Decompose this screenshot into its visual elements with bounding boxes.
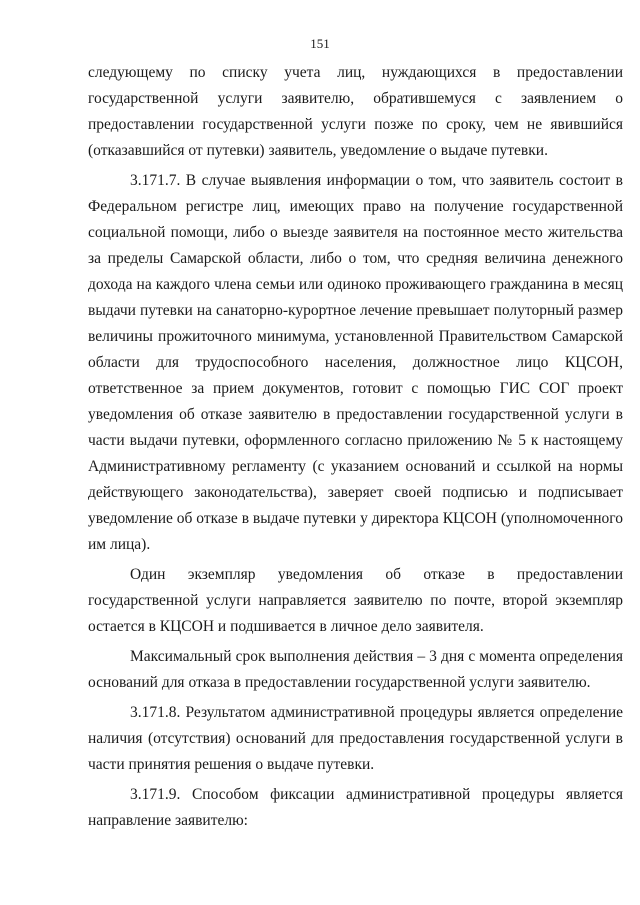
paragraph-continuation: следующему по списку учета лиц, нуждающихся в предоставлении государственной услуги заявителю, обратившемуся с заявлением о предоставлении государственной услуги позже по сроку, чем не явившийся (отказавшийся от путевки) заявитель, уведомление о выдаче путевки. — [88, 64, 623, 159]
document-body — [88, 60, 623, 838]
page-number: 151 — [310, 36, 330, 51]
paragraph-3-171-8: 3.171.8. Результатом административной процедуры является определение наличия (отсутствия) оснований для предоставления государственной услуги в части принятия решения о выдаче путевки. — [88, 704, 623, 773]
paragraph-copy-notice: Один экземпляр уведомления об отказе в предоставлении государственной услуги направляется заявителю по почте, второй экземпляр остается в КЦСОН и подшивается в личное дело заявителя. — [88, 566, 623, 635]
paragraph-3-171-7: 3.171.7. В случае выявления информации о том, что заявитель состоит в Федеральном регистре лиц, имеющих право на получение государственной социальной помощи, либо о выезде заявителя на постоянное место жительства за пределы Самарской области, либо о том, что средняя величина денежного дохода на каждого члена семьи или одиноко проживающего гражданина в месяц выдачи путевки на санаторно-курортное лечение превышает полуторный размер величины прожиточного минимума, установленной Правительством Самарской области для трудоспособного населения, должностное лицо КЦСОН, ответственное за прием документов, готовит с помощью ГИС СОГ проект уведомления об отказе заявителю в предоставлении государственной услуги в части выдачи путевки, оформленного согласно приложению № 5 к настоящему Административному регламенту (с указанием оснований и ссылкой на нормы действующего законодательства), заверяет своей подписью и подписывает уведомление об отказе в выдаче путевки у директора КЦСОН (уполномоченного им лица). — [88, 172, 623, 553]
paragraph-3-171-9: 3.171.9. Способом фиксации административной процедуры является направление заявителю: — [88, 786, 623, 829]
paragraph-max-term: Максимальный срок выполнения действия – 3 дня с момента определения оснований для отказа в предоставлении государственной услуги заявителю. — [88, 648, 623, 691]
